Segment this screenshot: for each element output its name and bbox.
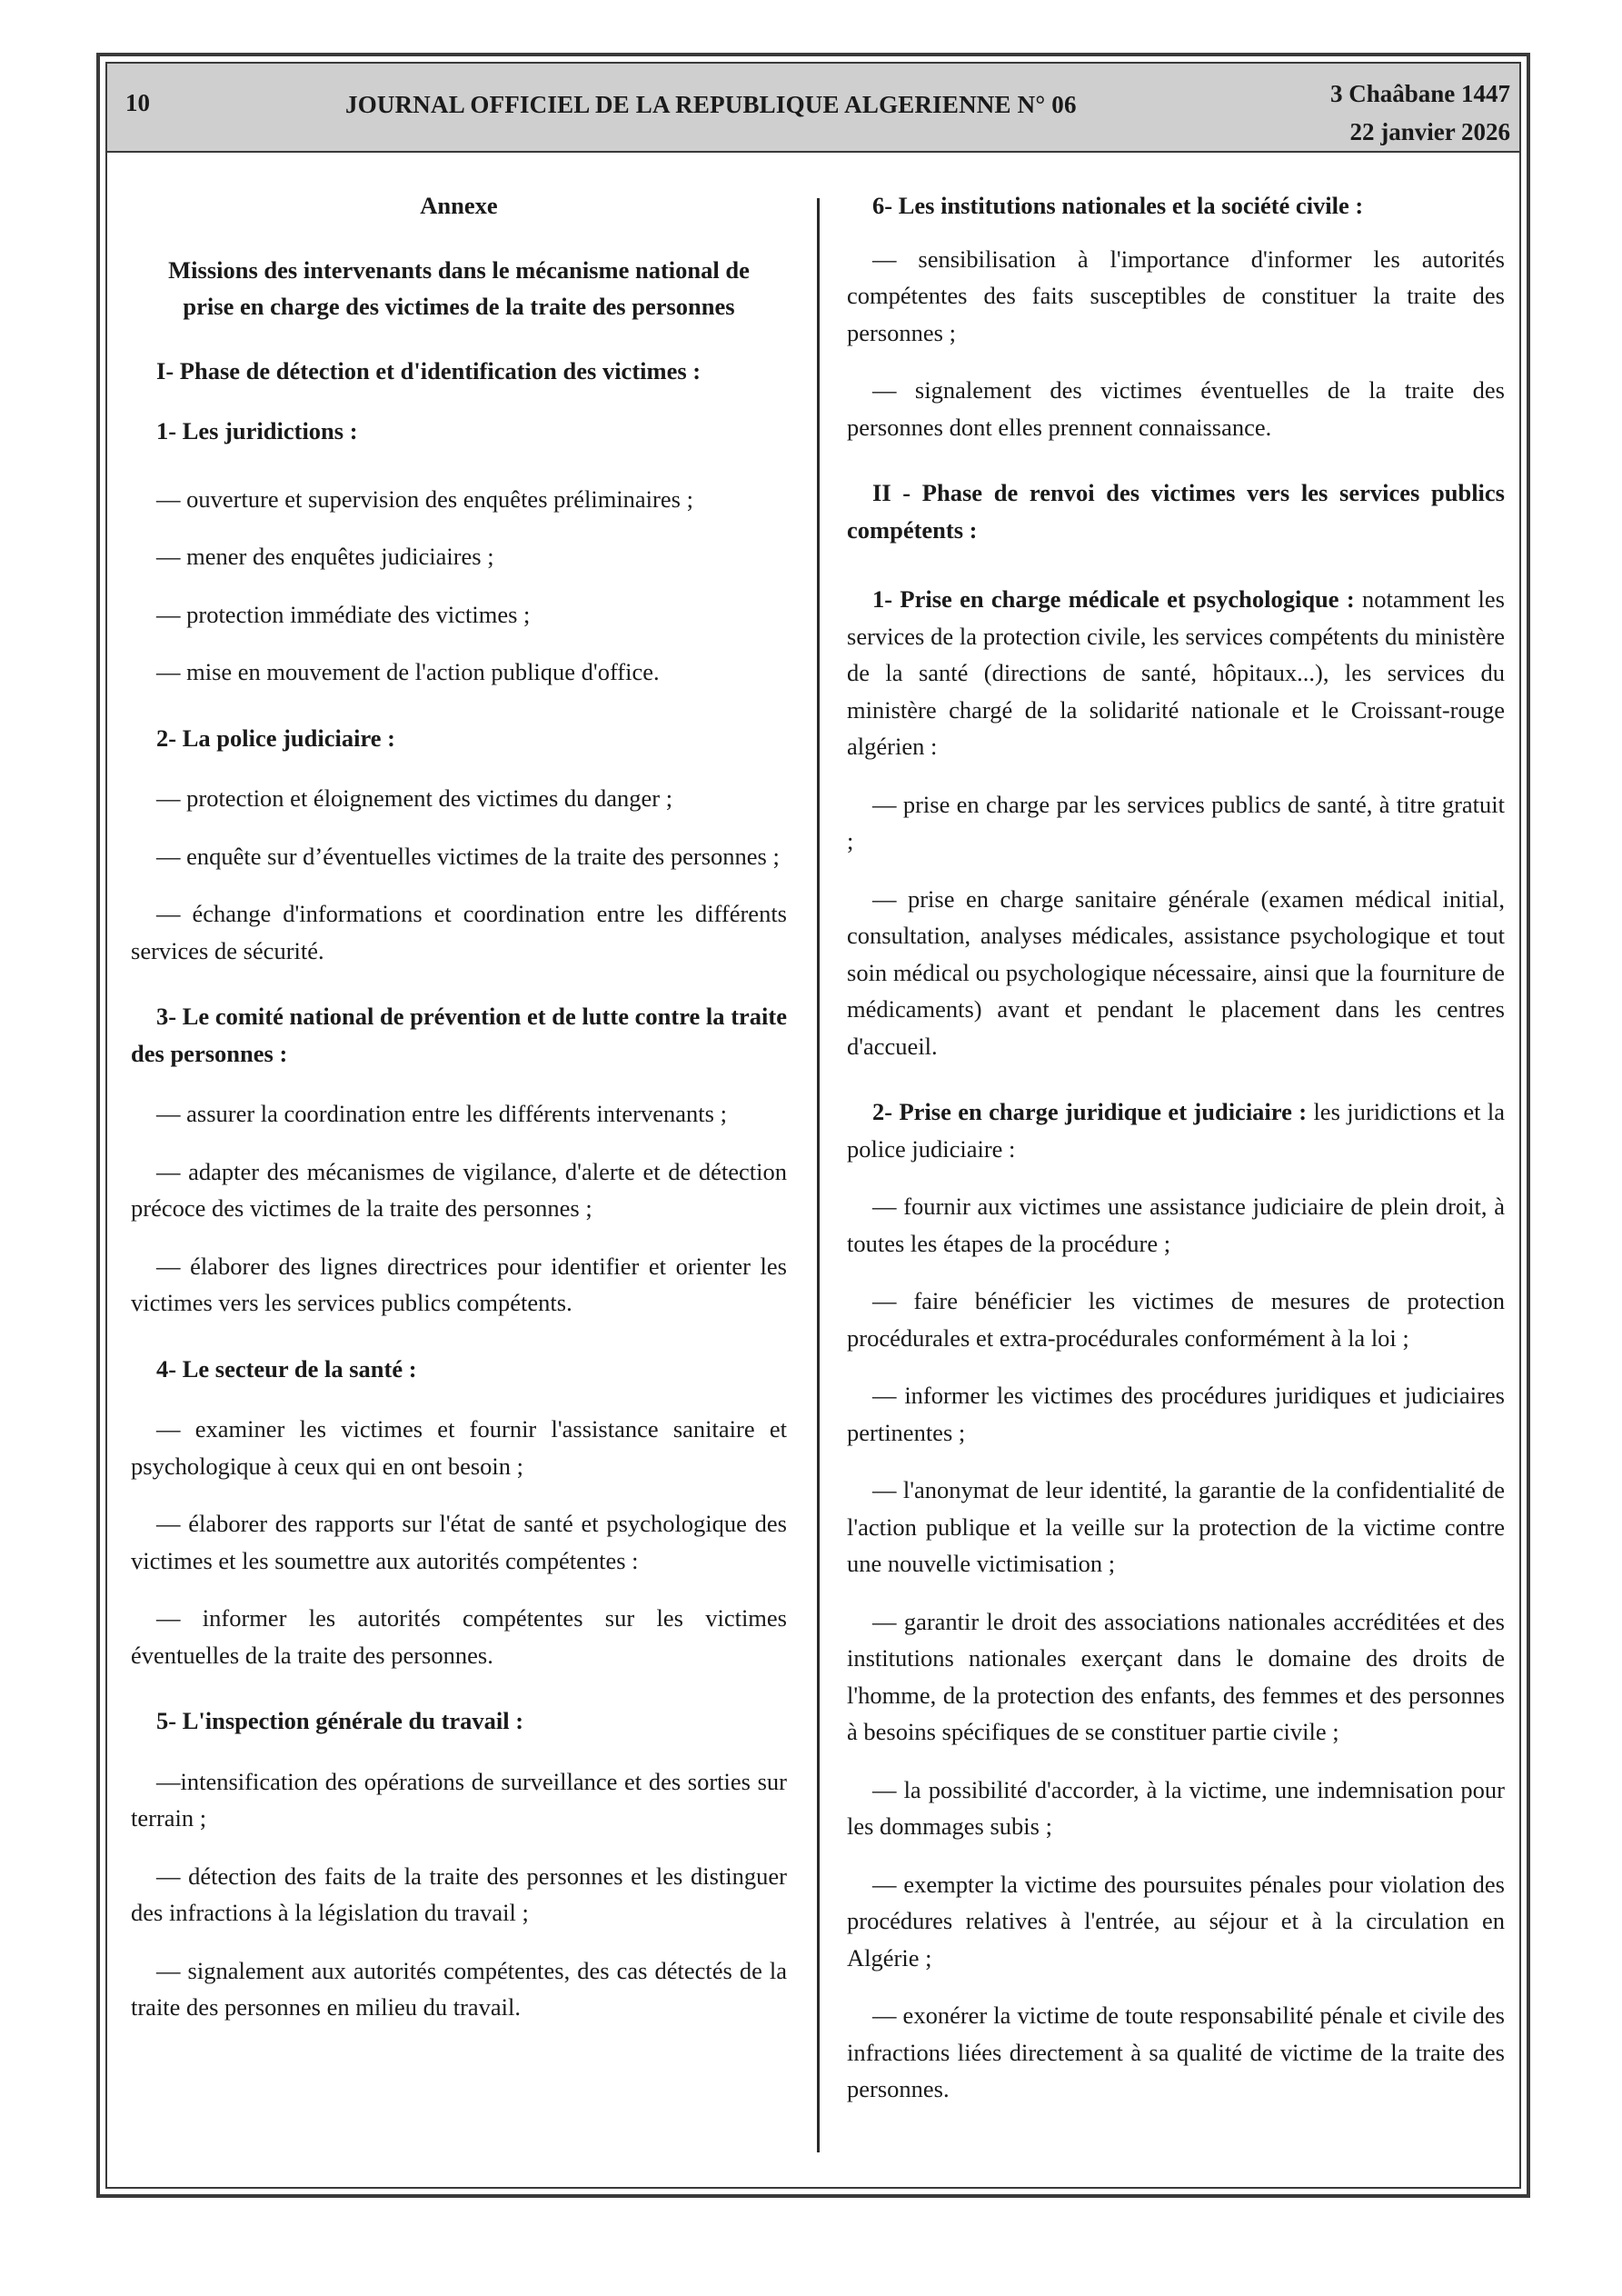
section-4-heading: 4- Le secteur de la santé :	[156, 1354, 417, 1383]
section-1-heading: 1- Les juridictions :	[156, 417, 358, 444]
list-item: — élaborer des rapports sur l'état de santé et psychologique des victimes et les soumettre aux autorités compétentes :	[131, 1510, 787, 1574]
list-item: — élaborer des lignes directrices pour identifier et orienter les victimes vers les services publics compétents.	[131, 1252, 787, 1316]
list-item: — sensibilisation à l'importance d'informer les autorités compétentes des faits susceptibles de constituer la traite des personnes ;	[847, 245, 1505, 346]
list-item: — adapter des mécanismes de vigilance, d'alerte et de détection précoce des victimes de la traite des personnes ;	[131, 1157, 787, 1222]
list-item: — prise en charge par les services publics de santé, à titre gratuit ;	[847, 790, 1505, 854]
subsection-2-text: les juridictions et la police judiciaire :	[847, 1098, 1505, 1163]
list-item: — signalement des victimes éventuelles de la traite des personnes dont elles prennent connaissance.	[847, 376, 1505, 441]
page-number: 10	[125, 89, 150, 116]
subsection-2-paragraph	[847, 1093, 1505, 1167]
annex-heading: Annexe	[420, 192, 498, 219]
subsection-1-text: notamment les services de la protection civile, les services compétents du ministère de la santé (directions de santé, hôpitaux...), les services du ministère chargé de la solidarité nationale et le Croissant-rouge algérien :	[847, 585, 1505, 760]
list-item: — protection et éloignement des victimes du danger ;	[156, 784, 673, 812]
right-column	[847, 187, 1505, 2129]
journal-title: JOURNAL OFFICIEL DE LA REPUBLIQUE ALGERIENNE N° 06	[345, 91, 1077, 118]
annex-title: Missions des intervenants dans le mécanisme national de prise en charge des victimes de la traite des personnes	[168, 255, 750, 320]
journal-header	[107, 64, 1519, 153]
list-item: —intensification des opérations de surveillance et des sorties sur terrain ;	[131, 1767, 787, 1832]
left-column	[131, 187, 787, 2047]
list-item: — la possibilité d'accorder, à la victime, une indemnisation pour les dommages subis ;	[847, 1775, 1505, 1840]
list-item: — informer les autorités compétentes sur les victimes éventuelles de la traite des personnes.	[131, 1604, 787, 1669]
section-6-heading: 6- Les institutions nationales et la société civile :	[872, 192, 1364, 219]
list-item: — informer les victimes des procédures juridiques et judiciaires pertinentes ;	[847, 1382, 1505, 1446]
subsection-1-heading: 1- Prise en charge médicale et psychologique :	[872, 585, 1355, 613]
list-item: — échange d'informations et coordination entre les différents services de sécurité.	[131, 900, 787, 964]
phase-2-heading: II - Phase de renvoi des victimes vers les services publics compétents :	[847, 479, 1505, 544]
list-item: — fournir aux victimes une assistance judiciaire de plein droit, à toutes les étapes de la procédure ;	[847, 1193, 1505, 1257]
column-divider	[817, 198, 820, 2152]
date-gregorian: 22 janvier 2026	[1349, 118, 1510, 145]
date-hijri: 3 Chaâbane 1447	[1329, 80, 1510, 107]
subsection-2-heading: 2- Prise en charge juridique et judiciaire :	[872, 1098, 1308, 1125]
list-item: — l'anonymat de leur identité, la garantie de la confidentialité de l'action publique et la veille sur la protection de la victime contre une nouvelle victimisation ;	[847, 1476, 1505, 1577]
section-2-heading: 2- La police judiciaire :	[156, 724, 396, 752]
list-item: — examiner les victimes et fournir l'assistance sanitaire et psychologique à ceux qui en ont besoin ;	[131, 1415, 787, 1480]
list-item: — mise en mouvement de l'action publique d'office.	[156, 658, 660, 685]
phase-1-heading: I- Phase de détection et d'identification des victimes :	[156, 356, 702, 384]
list-item: — signalement aux autorités compétentes, des cas détectés de la traite des personnes en milieu du travail.	[131, 1956, 787, 2021]
list-item: — faire bénéficier les victimes de mesures de protection procédurales et extra-procédurales conformément à la loi ;	[847, 1287, 1505, 1352]
list-item: — prise en charge sanitaire générale (examen médical initial, consultation, analyses médicales, assistance psychologique et tout soin médical ou psychologique nécessaire, ainsi que la fourniture de médicaments) avant et pendant le placement dans les centres d'accueil.	[847, 884, 1505, 1060]
list-item: — ouverture et supervision des enquêtes préliminaires ;	[156, 484, 693, 513]
issue-date	[1330, 75, 1510, 151]
section-3-heading: 3- Le comité national de prévention et de lutte contre la traite des personnes :	[131, 1003, 787, 1067]
list-item: — protection immédiate des victimes ;	[156, 600, 531, 628]
list-item: — garantir le droit des associations nationales accréditées et des institutions nationales exerçant dans le domaine des droits de l'homme, de la protection des enfants, des femmes et des personnes à besoins spécifiques de se constituer partie civile ;	[847, 1607, 1505, 1745]
subsection-1-paragraph	[847, 581, 1505, 765]
list-item: — exonérer la victime de toute responsabilité pénale et civile des infractions liées directement à sa qualité de victime de la traite des personnes.	[847, 2002, 1505, 2102]
list-item: — mener des enquêtes judiciaires ;	[156, 543, 494, 570]
list-item: — enquête sur d’éventuelles victimes de la traite des personnes ;	[156, 842, 780, 870]
list-item: — détection des faits de la traite des personnes et les distinguer des infractions à la législation du travail ;	[131, 1862, 787, 1926]
section-5-heading: 5- L'inspection générale du travail :	[156, 1707, 524, 1734]
list-item: — exempter la victime des poursuites pénales pour violation des procédures relatives à l'entrée, au séjour et à la circulation en Algérie ;	[847, 1870, 1505, 1972]
list-item: — assurer la coordination entre les différents intervenants ;	[156, 1100, 727, 1127]
